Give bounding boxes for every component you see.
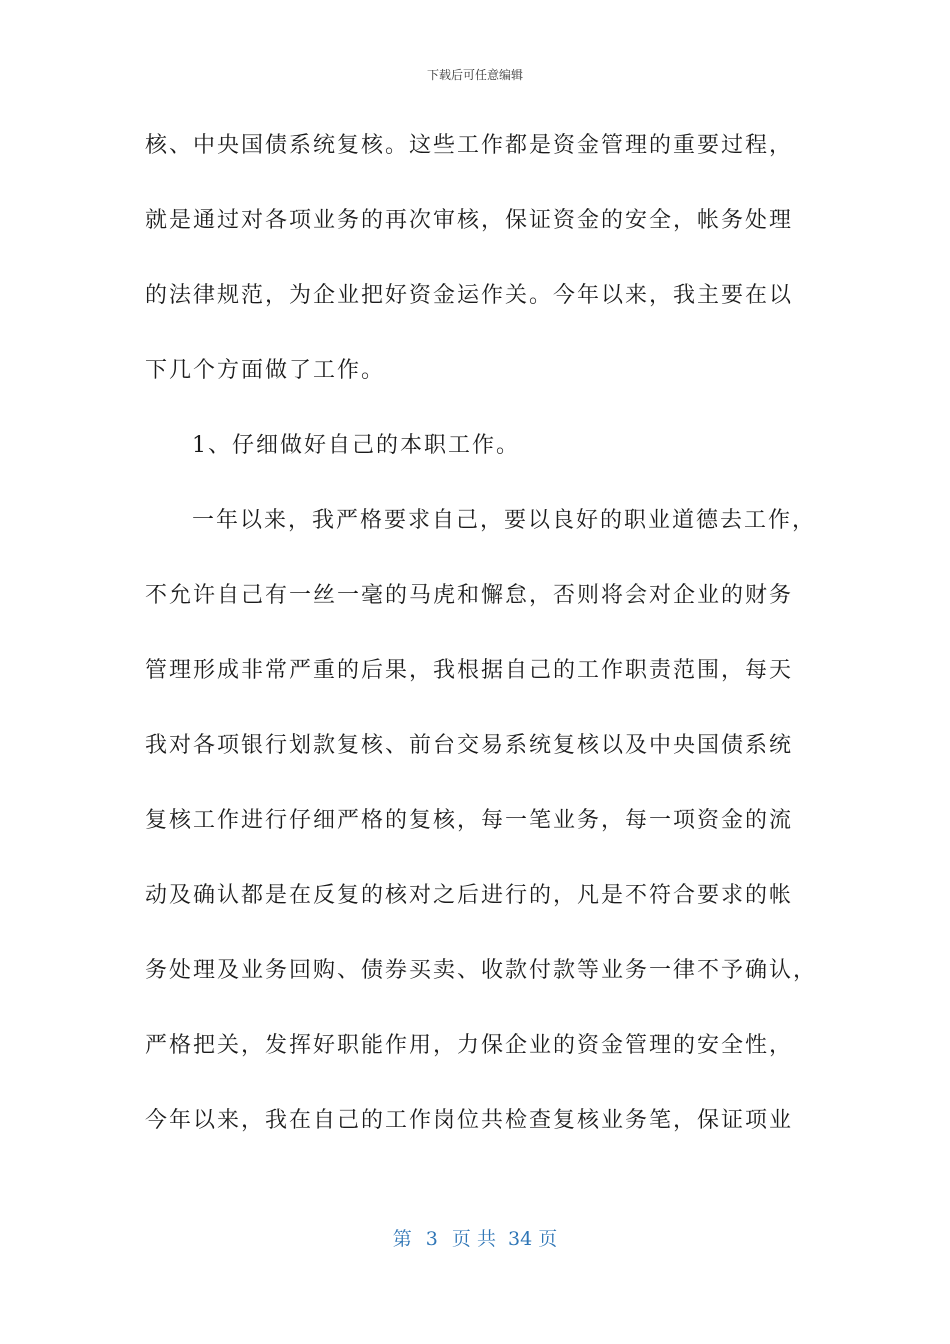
paragraph-line: 今年以来，我在自己的工作岗位共检查复核业务笔，保证项业	[145, 1108, 794, 1133]
document-body	[145, 126, 818, 1176]
paragraph-line: 下几个方面做了工作。	[145, 358, 386, 383]
section-heading: 1、仔细做好自己的本职工作。	[192, 433, 520, 458]
paragraph-line: 一年以来，我严格要求自己，要以良好的职业道德去工作，	[192, 508, 817, 533]
paragraph-line: 复核工作进行仔细严格的复核，每一笔业务，每一项资金的流	[145, 808, 794, 833]
paragraph-line: 我对各项银行划款复核、前台交易系统复核以及中央国债系统	[145, 733, 794, 758]
page-middle-text: 页 共	[451, 1228, 496, 1250]
paragraph-line: 不允许自己有一丝一毫的马虎和懈怠，否则将会对企业的财务	[145, 583, 794, 608]
paragraph-line: 的法律规范，为企业把好资金运作关。今年以来，我主要在以	[145, 283, 794, 308]
page-number-footer	[0, 1224, 950, 1251]
paragraph-line: 核、中央国债系统复核。这些工作都是资金管理的重要过程，	[145, 133, 794, 158]
paragraph-line: 动及确认都是在反复的核对之后进行的，凡是不符合要求的帐	[145, 883, 794, 908]
paragraph-line: 务处理及业务回购、债券买卖、收款付款等业务一律不予确认，	[145, 958, 818, 983]
page-suffix: 页	[538, 1228, 558, 1250]
paragraph-line: 管理形成非常严重的后果，我根据自己的工作职责范围，每天	[145, 658, 794, 683]
paragraph-line: 严格把关，发挥好职能作用，力保企业的资金管理的安全性，	[145, 1033, 794, 1058]
total-pages-number: 34	[508, 1228, 533, 1250]
page-prefix: 第	[392, 1228, 412, 1250]
current-page-number: 3	[425, 1228, 438, 1250]
page-header: 下载后可任意编辑	[426, 68, 523, 82]
paragraph-line: 就是通过对各项业务的再次审核，保证资金的安全，帐务处理	[145, 208, 794, 233]
